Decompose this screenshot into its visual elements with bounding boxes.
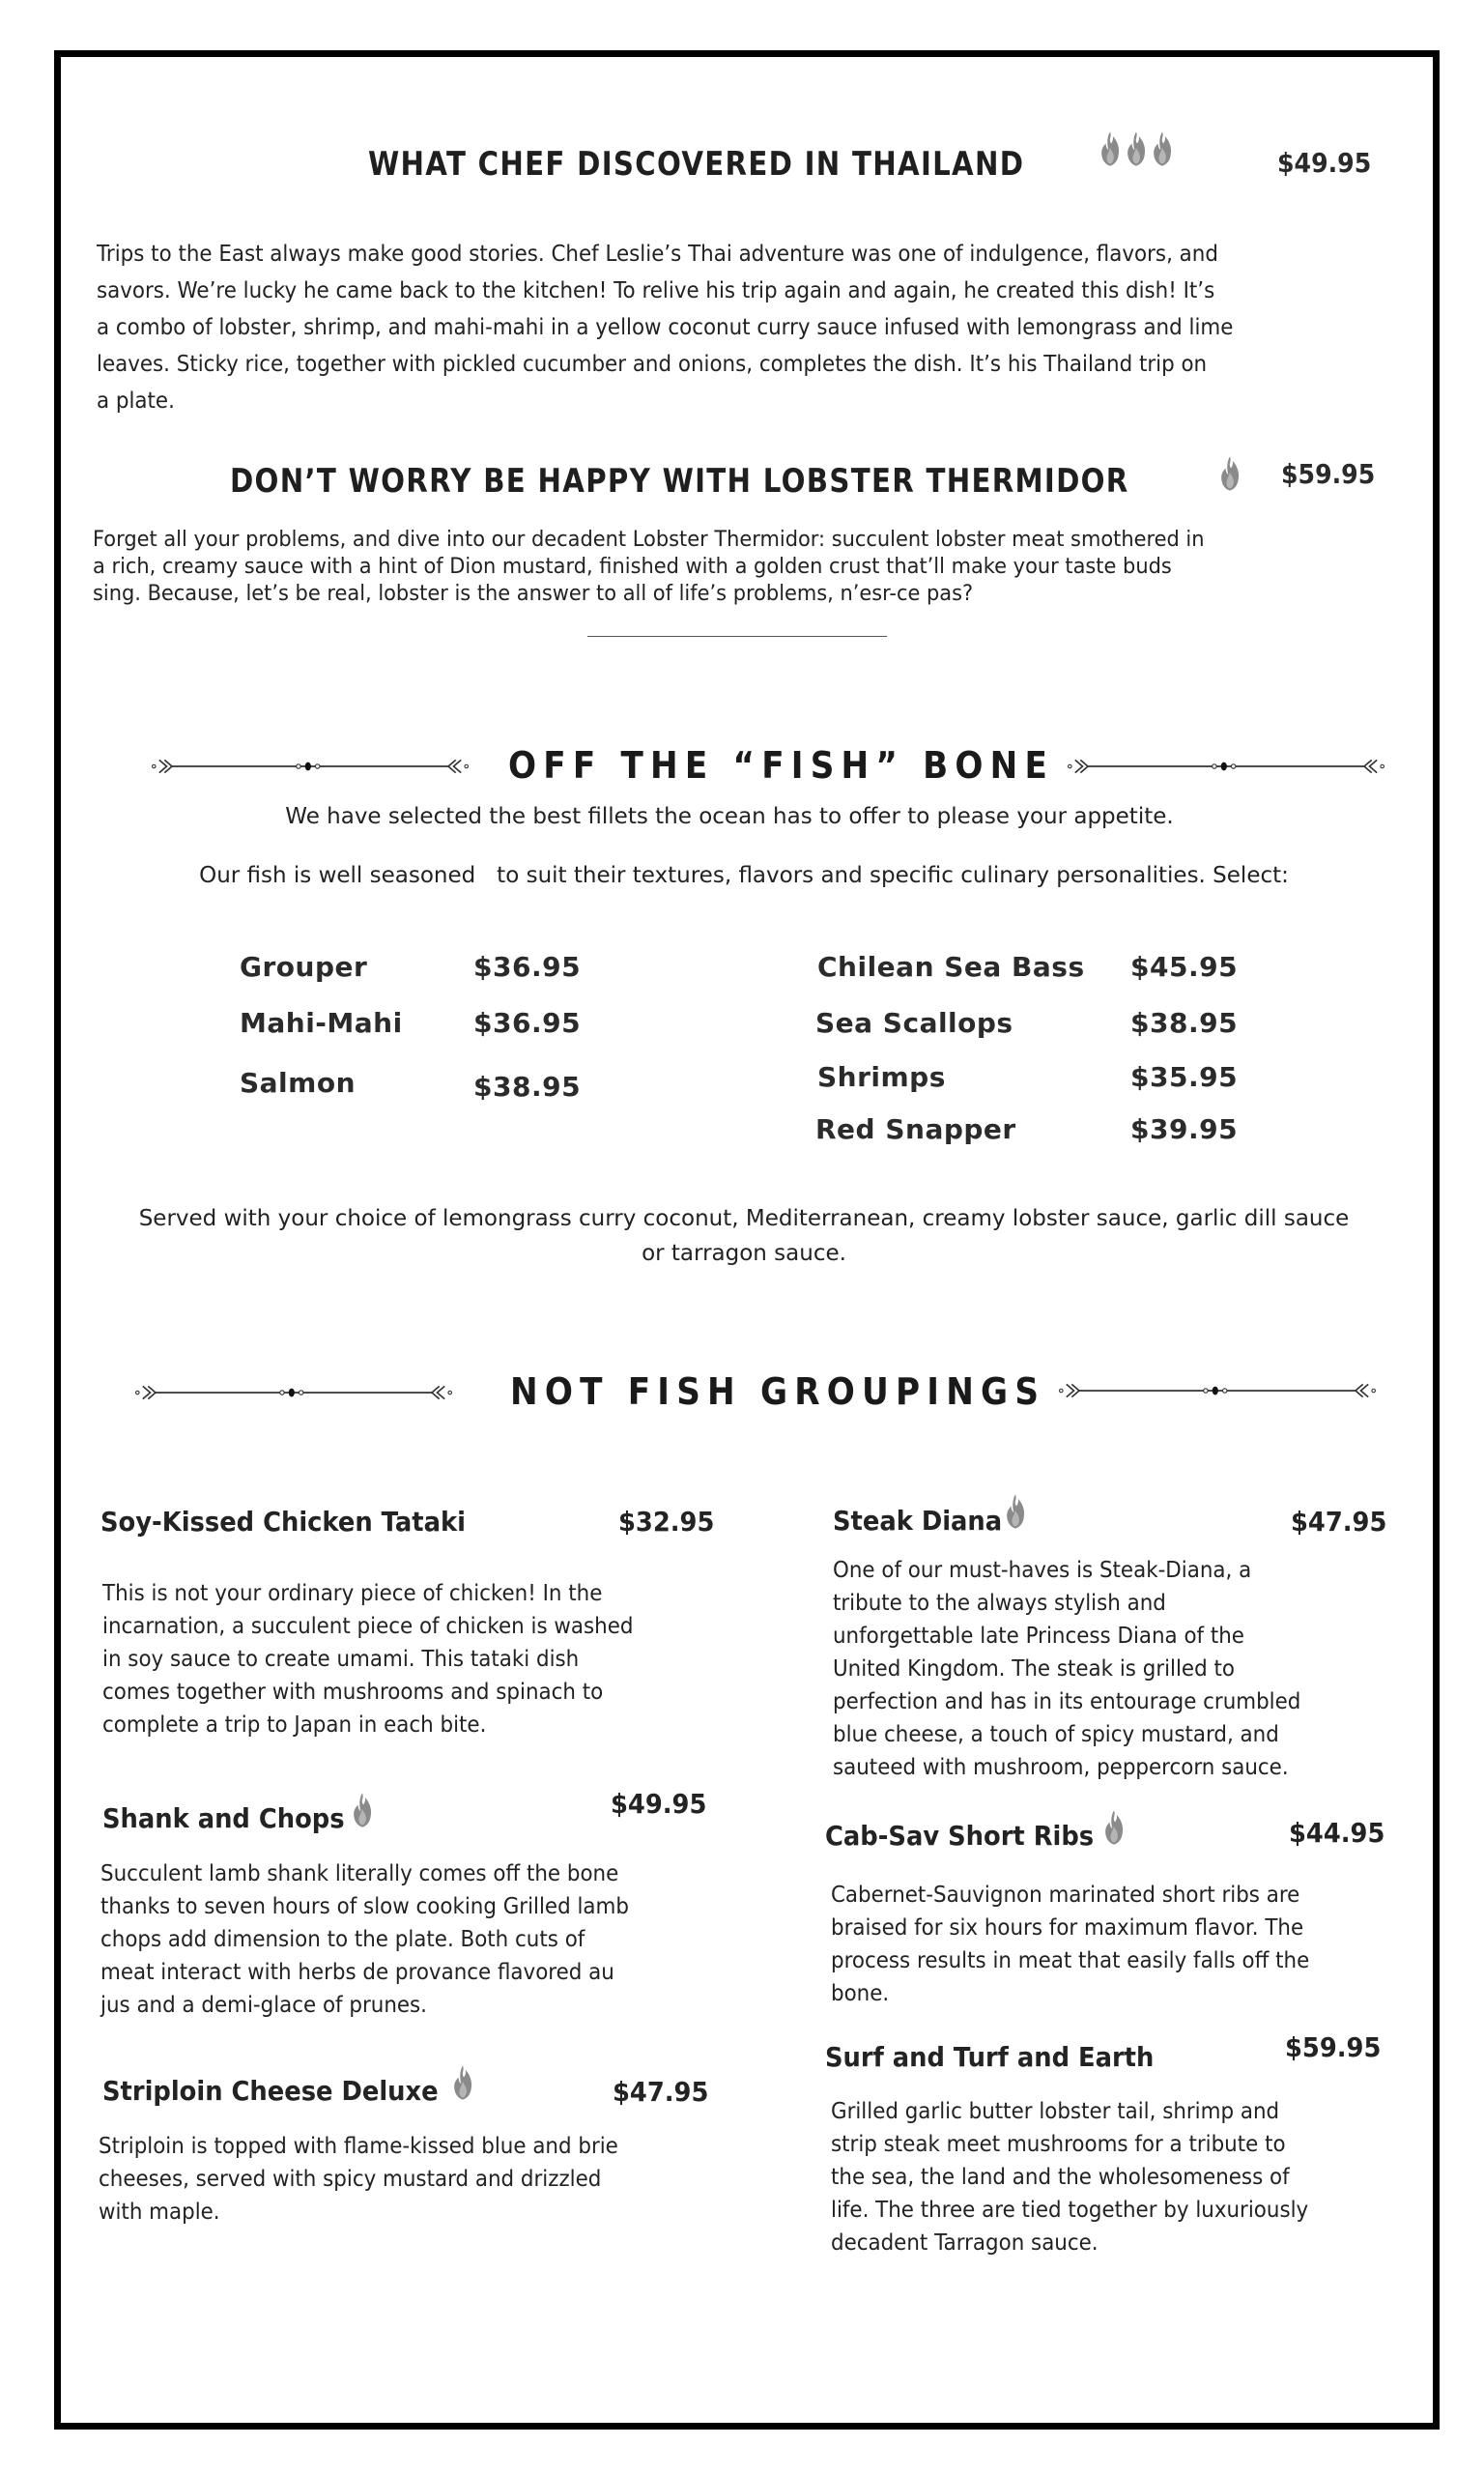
description-line: perfection and has in its entourage crumbled <box>833 1689 1301 1714</box>
fish-price: $35.95 <box>1130 1061 1239 1093</box>
item-name-shank-chops: Shank and Chops <box>102 1802 345 1834</box>
flame-icon <box>452 2062 473 2103</box>
fish-name: Chilean Sea Bass <box>817 951 1085 983</box>
fish-name: Red Snapper <box>815 1113 1016 1145</box>
special-price-lobster-thermidor: $59.95 <box>1281 458 1376 490</box>
description-line: Succulent lamb shank literally comes off the bone <box>100 1861 619 1886</box>
description-line: in soy sauce to create umami. This tataki dish <box>102 1647 580 1672</box>
description-line: chops add dimension to the plate. Both cuts of <box>100 1927 585 1952</box>
ornament-divider-left <box>151 756 470 777</box>
description-line: cheeses, served with spicy mustard and drizzled <box>99 2167 602 2192</box>
item-price-chicken-tataki: $32.95 <box>618 1506 715 1538</box>
item-price-short-ribs: $44.95 <box>1289 1817 1385 1849</box>
description-line: One of our must-haves is Steak-Diana, a <box>833 1558 1252 1583</box>
description-line: United Kingdom. The steak is grilled to <box>833 1656 1235 1682</box>
description-line: decadent Tarragon sauce. <box>831 2230 1099 2256</box>
description-line: life. The three are tied together by luxuriously <box>831 2198 1309 2223</box>
fish-price: $38.95 <box>473 1071 582 1103</box>
fish-price: $45.95 <box>1130 951 1239 983</box>
ornament-divider-right <box>1067 756 1385 777</box>
flame-icon <box>1126 129 1147 168</box>
sauce-options-line-2: or tarragon sauce. <box>642 1241 846 1266</box>
special-description-lobster-thermidor <box>93 526 1205 607</box>
item-name-striploin: Striploin Cheese Deluxe <box>102 2075 439 2107</box>
description-line: Striploin is topped with flame-kissed blue and brie <box>99 2134 618 2159</box>
description-line: with maple. <box>99 2200 220 2225</box>
fish-name: Grouper <box>240 951 368 983</box>
description-line: comes together with mushrooms and spinach to <box>102 1680 604 1705</box>
description-line: jus and a demi-glace of prunes. <box>100 1993 427 2018</box>
item-heading-short-ribs <box>825 1807 1125 1852</box>
description-line: Forget all your problems, and dive into our decadent Lobster Thermidor: succulent lobster meat smothered in <box>93 527 1205 552</box>
description-line: meat interact with herbs de provance flavored au <box>100 1960 614 1985</box>
item-description-short-ribs <box>831 1879 1406 2010</box>
item-name-steak-diana: Steak Diana <box>833 1505 1003 1537</box>
flame-icon <box>1005 1490 1026 1533</box>
description-line: process results in meat that easily falls off the <box>831 1948 1310 1973</box>
description-line: bone. <box>831 1981 890 2006</box>
fish-intro-1: We have selected the best fillets the ocean has to offer to please your appetite. <box>285 804 1174 829</box>
description-line: sing. Because, let’s be real, lobster is the answer to all of life’s problems, n’esr-ce pas? <box>93 581 974 606</box>
item-description-steak-diana <box>833 1554 1408 1784</box>
fish-price: $38.95 <box>1130 1007 1239 1039</box>
fish-price: $36.95 <box>473 951 582 983</box>
item-price-striploin: $47.95 <box>613 2076 709 2108</box>
description-line: a combo of lobster, shrimp, and mahi-mahi in a yellow coconut curry sauce infused with lemongrass and lime <box>97 315 1234 340</box>
fish-price: $36.95 <box>473 1007 582 1039</box>
item-description-striploin <box>99 2130 673 2229</box>
description-line: Trips to the East always make good stories. Chef Leslie’s Thai adventure was one of indulgence, flavors, and <box>97 242 1218 267</box>
description-line: blue cheese, a touch of spicy mustard, and <box>833 1722 1279 1747</box>
description-line: strip steak meet mushrooms for a tribute to <box>831 2132 1286 2157</box>
ornament-divider-left <box>102 1382 485 1403</box>
description-line: braised for six hours for maximum flavor. The <box>831 1915 1304 1941</box>
item-heading-striploin <box>102 2062 473 2107</box>
ornament-divider-right <box>1047 1380 1387 1401</box>
sauce-options-line-1: Served with your choice of lemongrass curry coconut, Mediterranean, creamy lobster sauce, garlic dill sauce <box>138 1206 1350 1231</box>
description-line: the sea, the land and the wholesomeness of <box>831 2165 1290 2190</box>
item-name-chicken-tataki: Soy-Kissed Chicken Tataki <box>100 1506 466 1538</box>
special-title-thailand: WHAT CHEF DISCOVERED IN THAILAND <box>368 145 1025 184</box>
description-line: Grilled garlic butter lobster tail, shrimp and <box>831 2099 1280 2124</box>
special-description-thailand <box>97 236 1233 419</box>
fish-name: Shrimps <box>817 1061 946 1093</box>
description-line: sauteed with mushroom, peppercorn sauce. <box>833 1755 1289 1780</box>
description-line: This is not your ordinary piece of chicken! In the <box>102 1581 603 1606</box>
description-line: tribute to the always stylish and <box>833 1591 1166 1616</box>
description-line: a plate. <box>97 388 175 414</box>
heat-rating-thailand <box>1099 129 1173 168</box>
fish-name: Sea Scallops <box>815 1007 1013 1039</box>
flame-icon <box>1219 454 1241 493</box>
special-title-lobster-thermidor: DON’T WORRY BE HAPPY WITH LOBSTER THERMIDOR <box>230 462 1129 501</box>
item-name-short-ribs: Cab-Sav Short Ribs <box>825 1820 1095 1852</box>
description-line: unforgettable late Princess Diana of the <box>833 1624 1244 1649</box>
item-name-surf-turf-earth: Surf and Turf and Earth <box>825 2041 1155 2073</box>
fish-name: Mahi-Mahi <box>240 1007 403 1039</box>
item-price-shank-chops: $49.95 <box>611 1788 707 1820</box>
section-title-not-fish: NOT FISH GROUPINGS <box>510 1370 1046 1413</box>
special-price-thailand: $49.95 <box>1277 147 1372 179</box>
fish-intro-2: Our fish is well seasoned to suit their textures, flavors and specific culinary personalities. Select: <box>199 863 1289 888</box>
description-line: incarnation, a succulent piece of chicken is washed <box>102 1614 634 1639</box>
item-description-shank-chops <box>100 1857 675 2022</box>
flame-icon <box>352 1790 373 1830</box>
item-description-surf-turf-earth <box>831 2095 1406 2259</box>
item-heading-shank-chops <box>102 1790 373 1834</box>
section-title-fish: OFF THE “FISH” BONE <box>508 744 1055 787</box>
heat-rating-lobster-thermidor <box>1219 454 1241 493</box>
flame-icon <box>1152 129 1173 168</box>
description-line: savors. We’re lucky he came back to the kitchen! To relive his trip again and again, he created this dish! It’s <box>97 278 1215 303</box>
item-price-steak-diana: $47.95 <box>1291 1506 1387 1538</box>
item-price-surf-turf-earth: $59.95 <box>1285 2031 1382 2063</box>
description-line: thanks to seven hours of slow cooking Grilled lamb <box>100 1894 629 1919</box>
description-line: a rich, creamy sauce with a hint of Dion mustard, finished with a golden crust that’ll make your taste buds <box>93 554 1172 579</box>
fish-name: Salmon <box>240 1067 357 1099</box>
item-heading-steak-diana <box>833 1490 1026 1537</box>
flame-icon <box>1103 1807 1125 1848</box>
description-line: Cabernet-Sauvignon marinated short ribs are <box>831 1883 1300 1908</box>
description-line: leaves. Sticky rice, together with pickled cucumber and onions, completes the dish. It’s his Thailand trip on <box>97 352 1208 377</box>
fish-price: $39.95 <box>1130 1113 1239 1145</box>
item-description-chicken-tataki <box>102 1577 677 1741</box>
flame-icon <box>1099 129 1121 168</box>
separator-rule <box>587 636 887 637</box>
description-line: complete a trip to Japan in each bite. <box>102 1712 487 1738</box>
